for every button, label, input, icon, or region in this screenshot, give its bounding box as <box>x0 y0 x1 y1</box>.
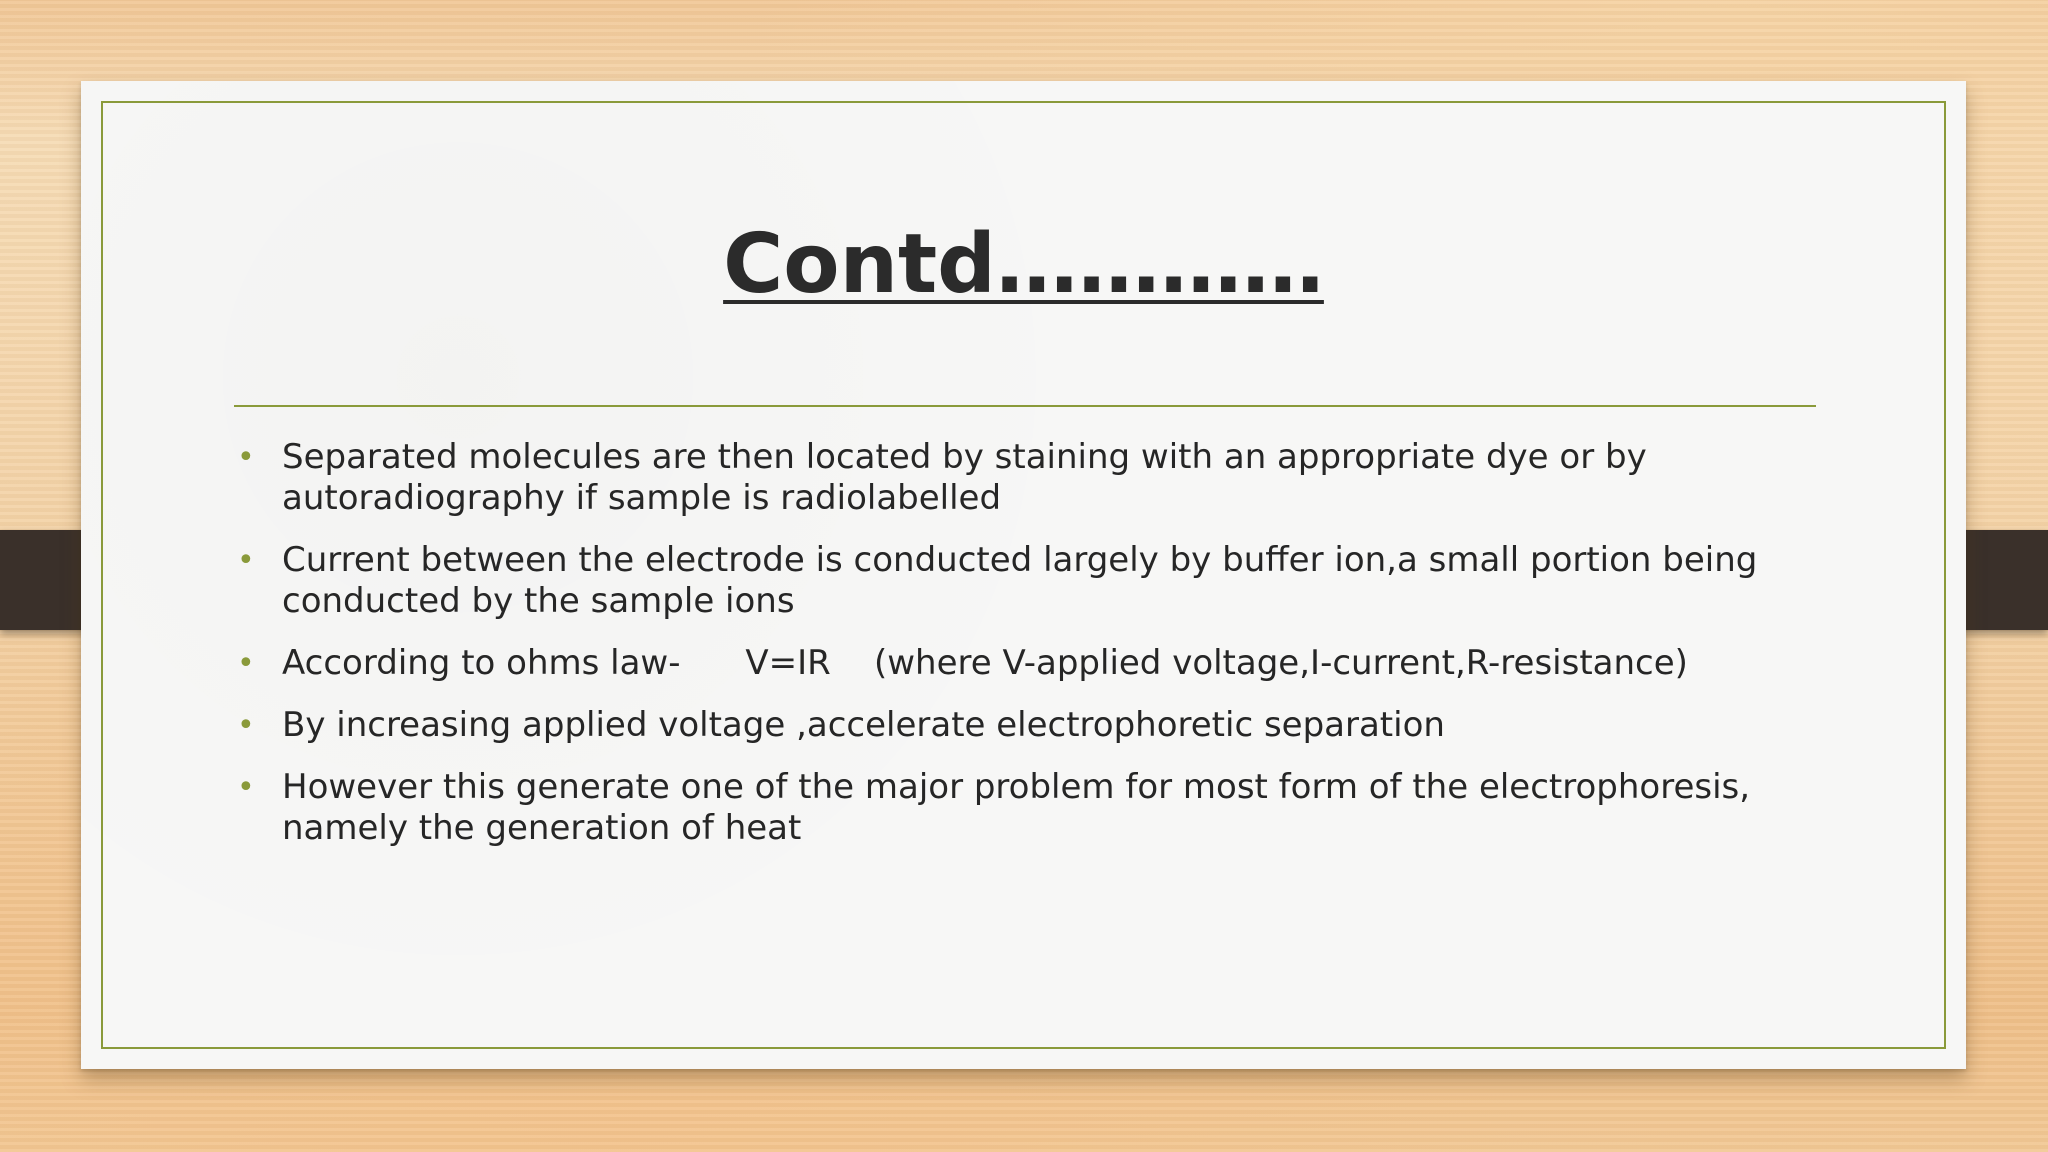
title-divider <box>234 405 1816 407</box>
slide-paper <box>81 81 1966 1069</box>
bullet-icon: • <box>237 646 255 681</box>
slide-title: Contd………… <box>723 217 1324 312</box>
bullet-text: However this generate one of the major problem for most form of the electrophoresis, namely the generation of heat <box>282 767 1751 848</box>
bullet-text: By increasing applied voltage ,accelerate electrophoretic separation <box>282 705 1445 745</box>
bullet-item <box>234 767 1854 849</box>
bullet-icon: • <box>237 708 255 743</box>
bullet-icon: • <box>237 543 255 578</box>
bullet-item <box>234 643 1854 684</box>
bullet-item <box>234 705 1854 746</box>
bullet-item <box>234 437 1854 519</box>
bullet-text: Separated molecules are then located by staining with an appropriate dye or by autoradiography if sample is radiolabelled <box>282 437 1647 518</box>
bullet-item <box>234 540 1854 622</box>
bullet-icon: • <box>237 440 255 475</box>
bullet-text: Current between the electrode is conducted largely by buffer ion,a small portion being conducted by the sample ions <box>282 540 1758 621</box>
bullet-icon: • <box>237 770 255 805</box>
bullet-text: According to ohms law- V=IR (where V-applied voltage,I-current,R-resistance) <box>282 643 1688 683</box>
bullet-list <box>234 437 1854 870</box>
